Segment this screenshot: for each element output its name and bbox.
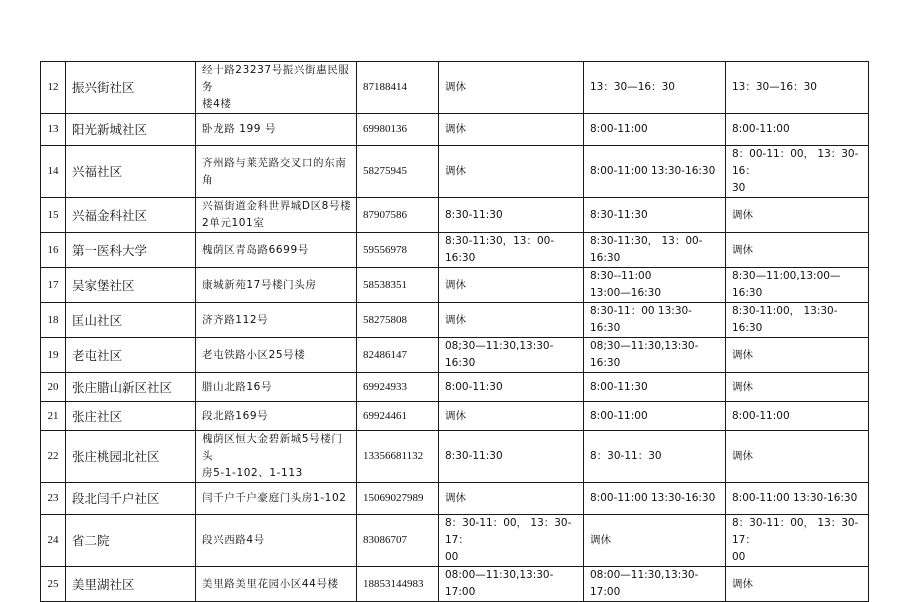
hours-day-3: 8：00-11：00， 13：30-16： 30 [726, 146, 869, 198]
community-name: 匡山社区 [66, 303, 196, 338]
hours-day-1: 调休 [439, 268, 584, 303]
hours-day-2: 8:00-11:00 13:30-16:30 [584, 483, 726, 515]
row-number: 23 [41, 483, 66, 515]
hours-day-3: 8：30-11：00， 13：30-17： 00 [726, 515, 869, 567]
address: 槐荫区恒大金碧新城5号楼门头 房5-1-102、1-113 [196, 431, 357, 483]
address: 段兴西路4号 [196, 515, 357, 567]
row-number: 24 [41, 515, 66, 567]
table-row [41, 198, 869, 233]
address: 兴福街道金科世界城D区8号楼 2单元101室 [196, 198, 357, 233]
hours-day-3: 调休 [726, 338, 869, 373]
hours-day-3: 8:30-11:00， 13:30-16:30 [726, 303, 869, 338]
phone-number: 59556978 [357, 233, 439, 268]
table-row [41, 233, 869, 268]
table-row [41, 146, 869, 198]
hours-day-3: 调休 [726, 198, 869, 233]
community-name: 张庄腊山新区社区 [66, 373, 196, 402]
address: 卧龙路 199 号 [196, 114, 357, 146]
community-name: 兴福社区 [66, 146, 196, 198]
table-row [41, 567, 869, 602]
hours-day-1: 08:00—11:30,13:30-17:00 [439, 567, 584, 602]
phone-number: 13356681132 [357, 431, 439, 483]
address: 老屯铁路小区25号楼 [196, 338, 357, 373]
community-name: 老屯社区 [66, 338, 196, 373]
hours-day-3: 13：30—16：30 [726, 62, 869, 114]
row-number: 16 [41, 233, 66, 268]
phone-number: 69924461 [357, 402, 439, 431]
row-number: 20 [41, 373, 66, 402]
row-number: 12 [41, 62, 66, 114]
phone-number: 83086707 [357, 515, 439, 567]
address: 段北路169号 [196, 402, 357, 431]
community-name: 阳光新城社区 [66, 114, 196, 146]
table-body [41, 62, 869, 602]
row-number: 15 [41, 198, 66, 233]
address: 经十路23237号振兴街惠民服务 楼4楼 [196, 62, 357, 114]
hours-day-1: 8：30-11：00， 13：30-17： 00 [439, 515, 584, 567]
row-number: 19 [41, 338, 66, 373]
community-name: 美里湖社区 [66, 567, 196, 602]
community-name: 第一医科大学 [66, 233, 196, 268]
hours-day-2: 8:00-11:00 [584, 114, 726, 146]
community-name: 张庄社区 [66, 402, 196, 431]
address: 康城新苑17号楼门头房 [196, 268, 357, 303]
table-row [41, 402, 869, 431]
table-row [41, 431, 869, 483]
hours-day-2: 8:30--11:00 13:00—16:30 [584, 268, 726, 303]
hours-day-2: 13：30—16：30 [584, 62, 726, 114]
row-number: 17 [41, 268, 66, 303]
row-number: 13 [41, 114, 66, 146]
phone-number: 69924933 [357, 373, 439, 402]
table-row [41, 515, 869, 567]
phone-number: 87188414 [357, 62, 439, 114]
address: 闫千户千户豪庭门头房1-102 [196, 483, 357, 515]
hours-day-2: 8：30-11：30 [584, 431, 726, 483]
hours-day-2: 08;30—11:30,13:30-16:30 [584, 338, 726, 373]
table-row [41, 62, 869, 114]
community-name: 振兴街社区 [66, 62, 196, 114]
phone-number: 58275808 [357, 303, 439, 338]
hours-day-3: 调休 [726, 373, 869, 402]
community-name: 张庄桃园北社区 [66, 431, 196, 483]
hours-day-1: 调休 [439, 483, 584, 515]
hours-day-3: 8:00-11:00 13:30-16:30 [726, 483, 869, 515]
hours-day-3: 调休 [726, 567, 869, 602]
hours-day-3: 调休 [726, 431, 869, 483]
hours-day-2: 8:00-11:30 [584, 373, 726, 402]
address: 齐州路与莱芜路交叉口的东南 角 [196, 146, 357, 198]
row-number: 22 [41, 431, 66, 483]
phone-number: 82486147 [357, 338, 439, 373]
hours-day-3: 调休 [726, 233, 869, 268]
row-number: 14 [41, 146, 66, 198]
table-row [41, 373, 869, 402]
hours-day-1: 08;30—11:30,13:30-16:30 [439, 338, 584, 373]
hours-day-2: 08:00—11:30,13:30-17:00 [584, 567, 726, 602]
row-number: 21 [41, 402, 66, 431]
hours-day-2: 调休 [584, 515, 726, 567]
community-name: 省二院 [66, 515, 196, 567]
address: 腊山北路16号 [196, 373, 357, 402]
hours-day-1: 调休 [439, 62, 584, 114]
hours-day-1: 8:30-11:30 [439, 198, 584, 233]
row-number: 25 [41, 567, 66, 602]
phone-number: 87907586 [357, 198, 439, 233]
table-row [41, 303, 869, 338]
hours-day-1: 8:30-11:30 [439, 431, 584, 483]
hours-day-3: 8:00-11:00 [726, 114, 869, 146]
hours-day-1: 8:00-11:30 [439, 373, 584, 402]
address: 槐荫区青岛路6699号 [196, 233, 357, 268]
table-row [41, 483, 869, 515]
community-name: 段北闫千户社区 [66, 483, 196, 515]
address: 美里路美里花园小区44号楼 [196, 567, 357, 602]
phone-number: 15069027989 [357, 483, 439, 515]
hours-day-2: 8:00-11:00 13:30-16:30 [584, 146, 726, 198]
hours-day-1: 调休 [439, 146, 584, 198]
table-row [41, 114, 869, 146]
hours-day-2: 8:00-11:00 [584, 402, 726, 431]
hours-day-2: 8:30-11：00 13:30-16:30 [584, 303, 726, 338]
hours-day-2: 8:30-11:30， 13：00-16:30 [584, 233, 726, 268]
row-number: 18 [41, 303, 66, 338]
phone-number: 58275945 [357, 146, 439, 198]
hours-day-1: 调休 [439, 303, 584, 338]
community-name: 吴家堡社区 [66, 268, 196, 303]
hours-day-3: 8:00-11:00 [726, 402, 869, 431]
hours-day-1: 8:30-11:30，13：00-16:30 [439, 233, 584, 268]
community-schedule-table [40, 61, 869, 602]
phone-number: 58538351 [357, 268, 439, 303]
community-name: 兴福金科社区 [66, 198, 196, 233]
phone-number: 69980136 [357, 114, 439, 146]
hours-day-2: 8:30-11:30 [584, 198, 726, 233]
phone-number: 18853144983 [357, 567, 439, 602]
hours-day-1: 调休 [439, 114, 584, 146]
hours-day-1: 调休 [439, 402, 584, 431]
table-row [41, 268, 869, 303]
address: 济齐路112号 [196, 303, 357, 338]
hours-day-3: 8:30—11:00,13:00—16:30 [726, 268, 869, 303]
table-row [41, 338, 869, 373]
